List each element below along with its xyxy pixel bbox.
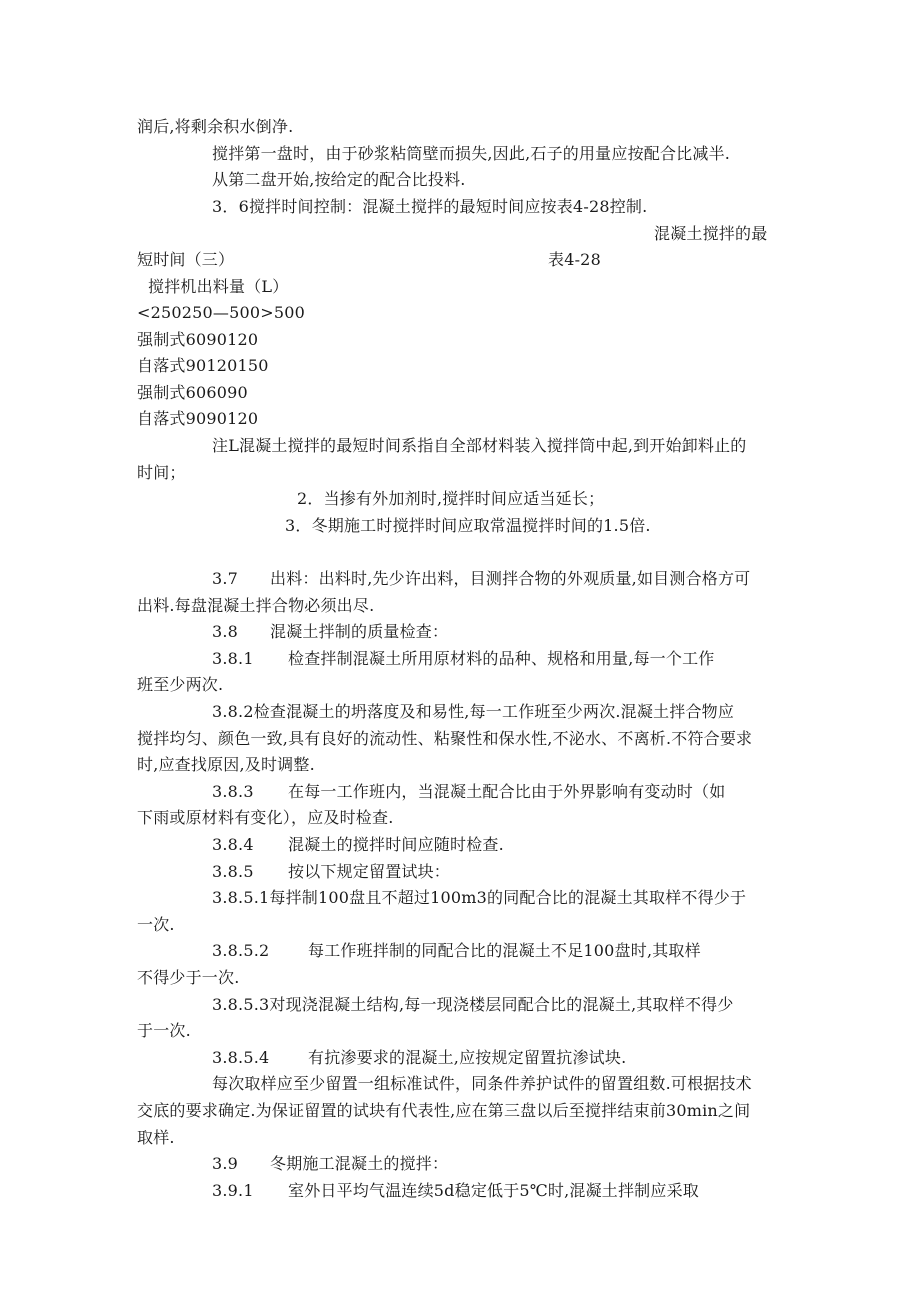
section-number: 3.8.4 (212, 835, 254, 854)
section-text: 在每一工作班内，当混凝土配合比由于外界影响有变动时（如 (288, 782, 726, 801)
text-line: 出料.每盘混凝土拌合物必须出尽. (137, 596, 375, 615)
text-line: 时,应查找原因,及时调整. (137, 755, 315, 774)
note-line: 3．冬期施工时搅拌时间应取常温搅拌时间的1.5倍. (285, 516, 651, 535)
table-row: 自落式9090120 (137, 409, 259, 428)
table-title: 短时间（三） (137, 250, 235, 269)
section-text: 室外日平均气温连续5d稳定低于5℃时,混凝土拌制应采取 (288, 1181, 699, 1200)
section-heading: 3.8.5.3对现浇混凝土结构,每一现浇楼层同配合比的混凝土,其取样不得少 (212, 995, 734, 1014)
section-heading (212, 1048, 626, 1068)
table-header: 搅拌机出料量（L） (148, 277, 289, 296)
text-line: 于一次. (137, 1021, 191, 1040)
text-line: 交底的要求确定.为保证留置的试块有代表性,应在第三盘以后至搅拌结束前30min之间 (137, 1101, 751, 1120)
section-number: 3.8 (212, 622, 239, 641)
table-row: 强制式6090120 (137, 330, 259, 349)
note-line: 时间； (137, 463, 186, 482)
section-text: 检查拌制混凝土所用原材料的品种、规格和用量,每一个工作 (288, 649, 715, 668)
section-text: 混凝土拌制的质量检查： (270, 622, 449, 641)
text-line: 取样. (137, 1128, 175, 1147)
section-text: 每工作班拌制的同配合比的混凝土不足100盘时,其取样 (308, 941, 701, 960)
table-number: 表4-28 (548, 250, 601, 269)
section-heading (212, 569, 750, 589)
section-heading (212, 862, 450, 882)
section-heading (212, 835, 504, 855)
section-number: 3.8.3 (212, 782, 254, 801)
section-text: 按以下规定留置试块： (288, 862, 451, 881)
section-text: 出料：出料时,先少许出料，目测拌合物的外观质量,如目测合格方可 (270, 569, 751, 588)
section-heading (212, 649, 715, 669)
section-text: 冬期施工混凝土的搅拌： (270, 1154, 449, 1173)
section-number: 3.7 (212, 569, 239, 588)
text-line: 搅拌均匀、颜色一致,具有良好的流动性、粘聚性和保水性,不泌水、不离析.不符合要求 (137, 729, 753, 748)
section-heading: 3.8.5.1每拌制100盘且不超过100m3的同配合比的混凝土其取样不得少于 (212, 888, 747, 907)
section-heading: 3.8.2检查混凝土的坍落度及和易性,每一工作班至少两次.混凝土拌合物应 (212, 702, 735, 721)
table-row: 自落式90120150 (137, 356, 269, 375)
text-line: 下雨或原材料有变化），应及时检查. (137, 808, 394, 827)
section-number: 3.8.5.2 (212, 941, 270, 960)
section-heading (212, 941, 701, 961)
section-heading (212, 1154, 448, 1174)
text-line: 润后,将剩余积水倒净. (137, 117, 294, 136)
section-text: 混凝土的搅拌时间应随时检查. (288, 835, 504, 854)
section-number: 3.9 (212, 1154, 239, 1173)
section-number: 3.8.5 (212, 862, 254, 881)
section-number: 3.8.5.4 (212, 1048, 270, 1067)
section-heading (212, 1181, 699, 1201)
table-row: <250250—500>500 (137, 303, 305, 322)
note-line: 注L混凝土搅拌的最短时间系指自全部材料装入搅拌筒中起,到开始卸料止的 (212, 436, 747, 455)
text-line: 每次取样应至少留置一组标准试件，同条件养护试件的留置组数.可根据技术 (212, 1074, 752, 1093)
section-heading: 3．6搅拌时间控制：混凝土搅拌的最短时间应按表4-28控制. (212, 197, 648, 216)
text-line: 班至少两次. (137, 675, 224, 694)
section-text: 有抗渗要求的混凝土,应按规定留置抗渗试块. (308, 1048, 627, 1067)
section-heading (212, 622, 448, 642)
table-row: 强制式606090 (137, 383, 248, 402)
section-heading (212, 782, 725, 802)
text-line: 一次. (137, 915, 175, 934)
section-number: 3.8.1 (212, 649, 254, 668)
note-line: 2．当掺有外加剂时,搅拌时间应适当延长； (297, 489, 605, 508)
text-line: 不得少于一次. (137, 968, 240, 987)
table-title: 混凝土搅拌的最 (654, 224, 768, 243)
section-number: 3.9.1 (212, 1181, 254, 1200)
text-line: 从第二盘开始,按给定的配合比投料. (212, 170, 466, 189)
text-line: 搅拌第一盘时，由于砂浆粘筒壁而损失,因此,石子的用量应按配合比减半. (212, 144, 731, 163)
